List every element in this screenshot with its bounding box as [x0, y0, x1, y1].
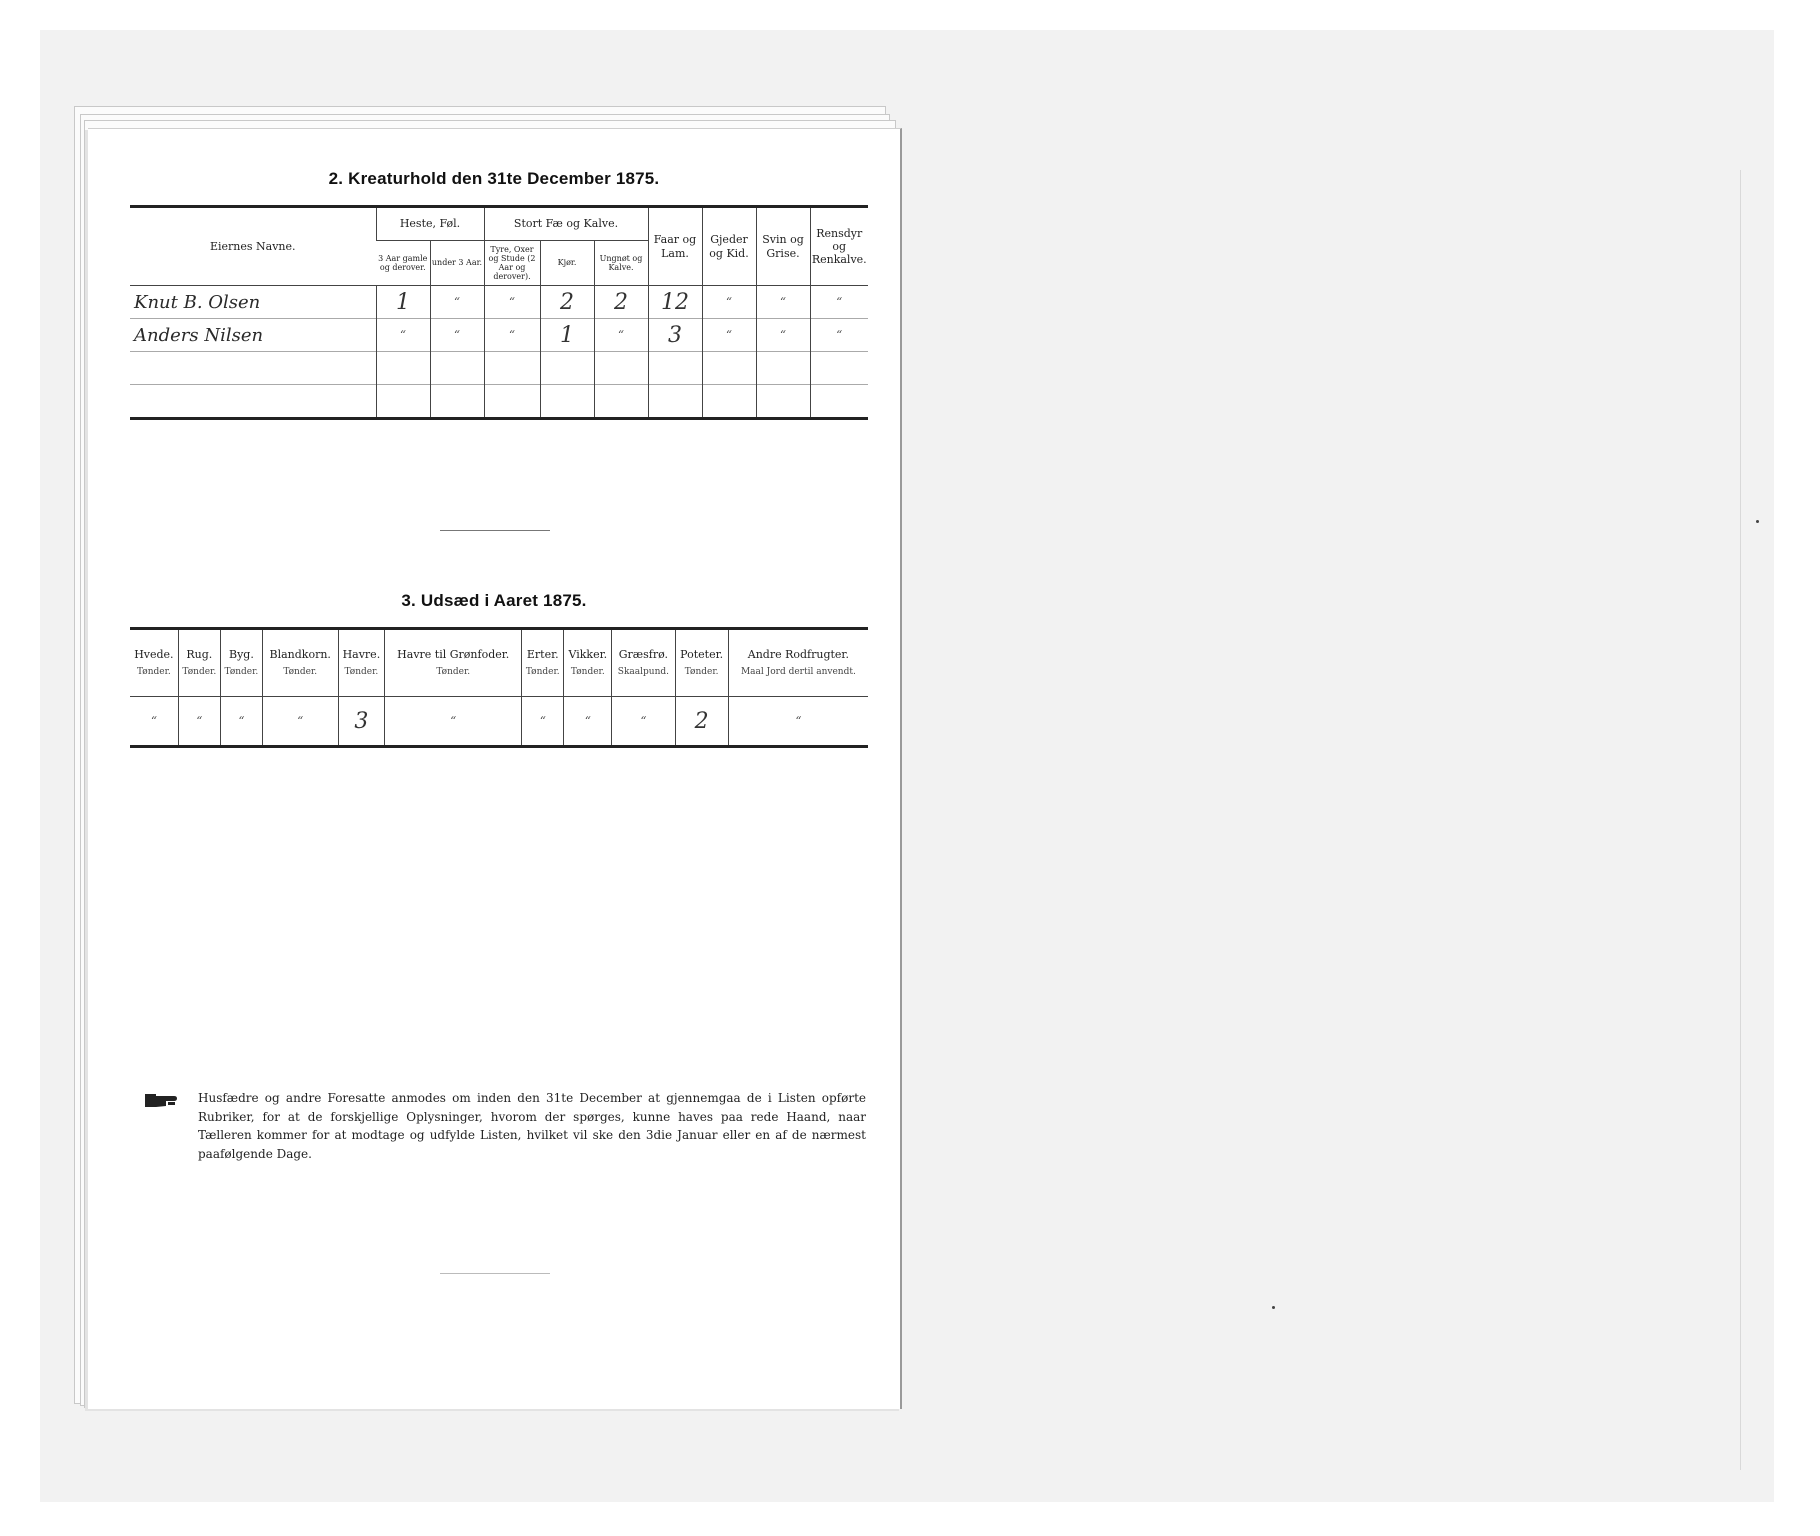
livestock-count-cell: 3	[648, 319, 702, 352]
seed-value-cell: 3	[338, 697, 385, 747]
livestock-count-cell	[702, 352, 756, 385]
livestock-row	[130, 286, 868, 319]
scan-speck	[1272, 1306, 1275, 1309]
seed-unit-label: Tønder.	[436, 667, 471, 678]
livestock-row	[130, 352, 868, 385]
section-divider	[440, 530, 550, 531]
seed-column-header	[728, 629, 868, 697]
livestock-count-cell	[594, 352, 648, 385]
seed-crop-label: Byg.	[228, 648, 254, 661]
livestock-count-cell	[594, 385, 648, 419]
livestock-count-cell: 1	[540, 319, 594, 352]
livestock-count-cell: “	[756, 319, 810, 352]
livestock-count-cell: “	[484, 286, 540, 319]
seed-table	[130, 627, 868, 748]
seed-crop-label: Poteter.	[680, 648, 724, 661]
young-cattle-header: Ungnøt og Kalve.	[594, 241, 648, 286]
livestock-count-cell	[756, 385, 810, 419]
livestock-count-cell: “	[484, 319, 540, 352]
livestock-count-cell	[430, 385, 484, 419]
seed-column-header	[262, 629, 338, 697]
livestock-count-cell	[810, 385, 868, 419]
seed-unit-label: Tønder.	[224, 667, 259, 678]
seed-value-cell: “	[728, 697, 868, 747]
seed-value-cell: “	[178, 697, 220, 747]
seed-column-header	[130, 629, 178, 697]
seed-column-header	[612, 629, 675, 697]
scan-speck	[1756, 520, 1759, 523]
livestock-count-cell: “	[430, 319, 484, 352]
livestock-count-cell: 2	[594, 286, 648, 319]
seed-column-header	[338, 629, 385, 697]
livestock-count-cell: “	[430, 286, 484, 319]
seed-column-header	[385, 629, 522, 697]
livestock-count-cell: “	[594, 319, 648, 352]
seed-unit-label: Tønder.	[136, 667, 171, 678]
livestock-count-cell	[540, 385, 594, 419]
frame-edge-line	[1740, 170, 1741, 1470]
seed-crop-label: Hvede.	[134, 648, 174, 661]
seed-column-header	[522, 629, 564, 697]
goats-header: Gjeder og Kid.	[702, 207, 756, 286]
seed-unit-label: Tønder.	[684, 667, 719, 678]
livestock-count-cell: “	[810, 319, 868, 352]
seed-unit-label: Tønder.	[570, 667, 605, 678]
reindeer-header: Rensdyr og Renkalve.	[810, 207, 868, 286]
seed-column-header	[178, 629, 220, 697]
horses-header: Heste, Føl.	[376, 207, 484, 241]
livestock-count-cell	[648, 385, 702, 419]
seed-value-cell: “	[522, 697, 564, 747]
livestock-row	[130, 319, 868, 352]
seed-value-cell: “	[130, 697, 178, 747]
livestock-row	[130, 385, 868, 419]
livestock-count-cell	[648, 352, 702, 385]
pigs-header: Svin og Grise.	[756, 207, 810, 286]
livestock-count-cell	[484, 385, 540, 419]
seed-crop-label: Havre til Grønfoder.	[397, 648, 510, 661]
livestock-count-cell: “	[376, 319, 430, 352]
livestock-count-cell: 1	[376, 286, 430, 319]
livestock-count-cell	[430, 352, 484, 385]
seed-column-header	[564, 629, 612, 697]
owners-header: Eiernes Navne.	[130, 207, 376, 286]
seed-unit-label: Skaalpund.	[617, 667, 670, 678]
seed-value-cell: “	[385, 697, 522, 747]
livestock-count-cell	[702, 385, 756, 419]
instruction-notice: Husfædre og andre Foresatte anmodes om inden den 31te December at gjennemgaa de i Listen opførte Rubriker, for at de forskjellige Oplysninger, hvorom der spørges, kunne haves paa rede Haand, naar Tælleren kommer for at modtage og udfylde Listen, hvilket vil ske den 3die Januar eller en af de nærmest paafølgende Dage.	[198, 1091, 866, 1161]
bulls-header: Tyre, Oxer og Stude (2 Aar og derover).	[484, 241, 540, 286]
seed-value-cell: “	[220, 697, 262, 747]
livestock-count-cell: 12	[648, 286, 702, 319]
owner-name-cell	[130, 385, 376, 419]
seed-crop-label: Græsfrø.	[618, 648, 669, 661]
seed-column-header	[220, 629, 262, 697]
owner-name-cell: Anders Nilsen	[130, 319, 376, 352]
horses-old-header: 3 Aar gamle og derover.	[376, 241, 430, 286]
livestock-count-cell	[810, 352, 868, 385]
census-form-page	[88, 128, 902, 1409]
seed-value-cell: “	[564, 697, 612, 747]
seed-value-cell: 2	[675, 697, 728, 747]
seed-column-header	[675, 629, 728, 697]
seed-unit-label: Maal Jord dertil anvendt.	[740, 667, 856, 678]
seed-value-cell: “	[612, 697, 675, 747]
seed-crop-label: Erter.	[526, 648, 559, 661]
seed-unit-label: Tønder.	[344, 667, 379, 678]
livestock-count-cell: “	[810, 286, 868, 319]
owner-name-cell	[130, 352, 376, 385]
owner-name-cell: Knut B. Olsen	[130, 286, 376, 319]
livestock-table	[130, 205, 868, 420]
livestock-count-cell: “	[702, 319, 756, 352]
pointing-hand-icon	[144, 1091, 184, 1109]
livestock-count-cell	[376, 385, 430, 419]
cattle-header: Stort Fæ og Kalve.	[484, 207, 648, 241]
seed-crop-label: Vikker.	[568, 648, 608, 661]
livestock-section-title: 2. Kreaturhold den 31te December 1875.	[328, 169, 660, 188]
livestock-count-cell	[376, 352, 430, 385]
seed-unit-label: Tønder.	[182, 667, 217, 678]
livestock-count-cell: 2	[540, 286, 594, 319]
livestock-count-cell	[756, 352, 810, 385]
seed-unit-label: Tønder.	[283, 667, 318, 678]
livestock-count-cell	[540, 352, 594, 385]
seed-value-cell: “	[262, 697, 338, 747]
livestock-count-cell	[484, 352, 540, 385]
seed-crop-label: Blandkorn.	[269, 648, 331, 661]
sheep-header: Faar og Lam.	[648, 207, 702, 286]
seed-crop-label: Andre Rodfrugter.	[747, 648, 849, 661]
horses-young-header: under 3 Aar.	[430, 241, 484, 286]
seed-crop-label: Rug.	[186, 648, 213, 661]
livestock-count-cell: “	[756, 286, 810, 319]
seed-crop-label: Havre.	[342, 648, 381, 661]
cows-header: Kjør.	[540, 241, 594, 286]
livestock-count-cell: “	[702, 286, 756, 319]
seed-unit-label: Tønder.	[525, 667, 560, 678]
bottom-divider	[440, 1273, 550, 1274]
seed-section-title: 3. Udsæd i Aaret 1875.	[401, 591, 587, 610]
